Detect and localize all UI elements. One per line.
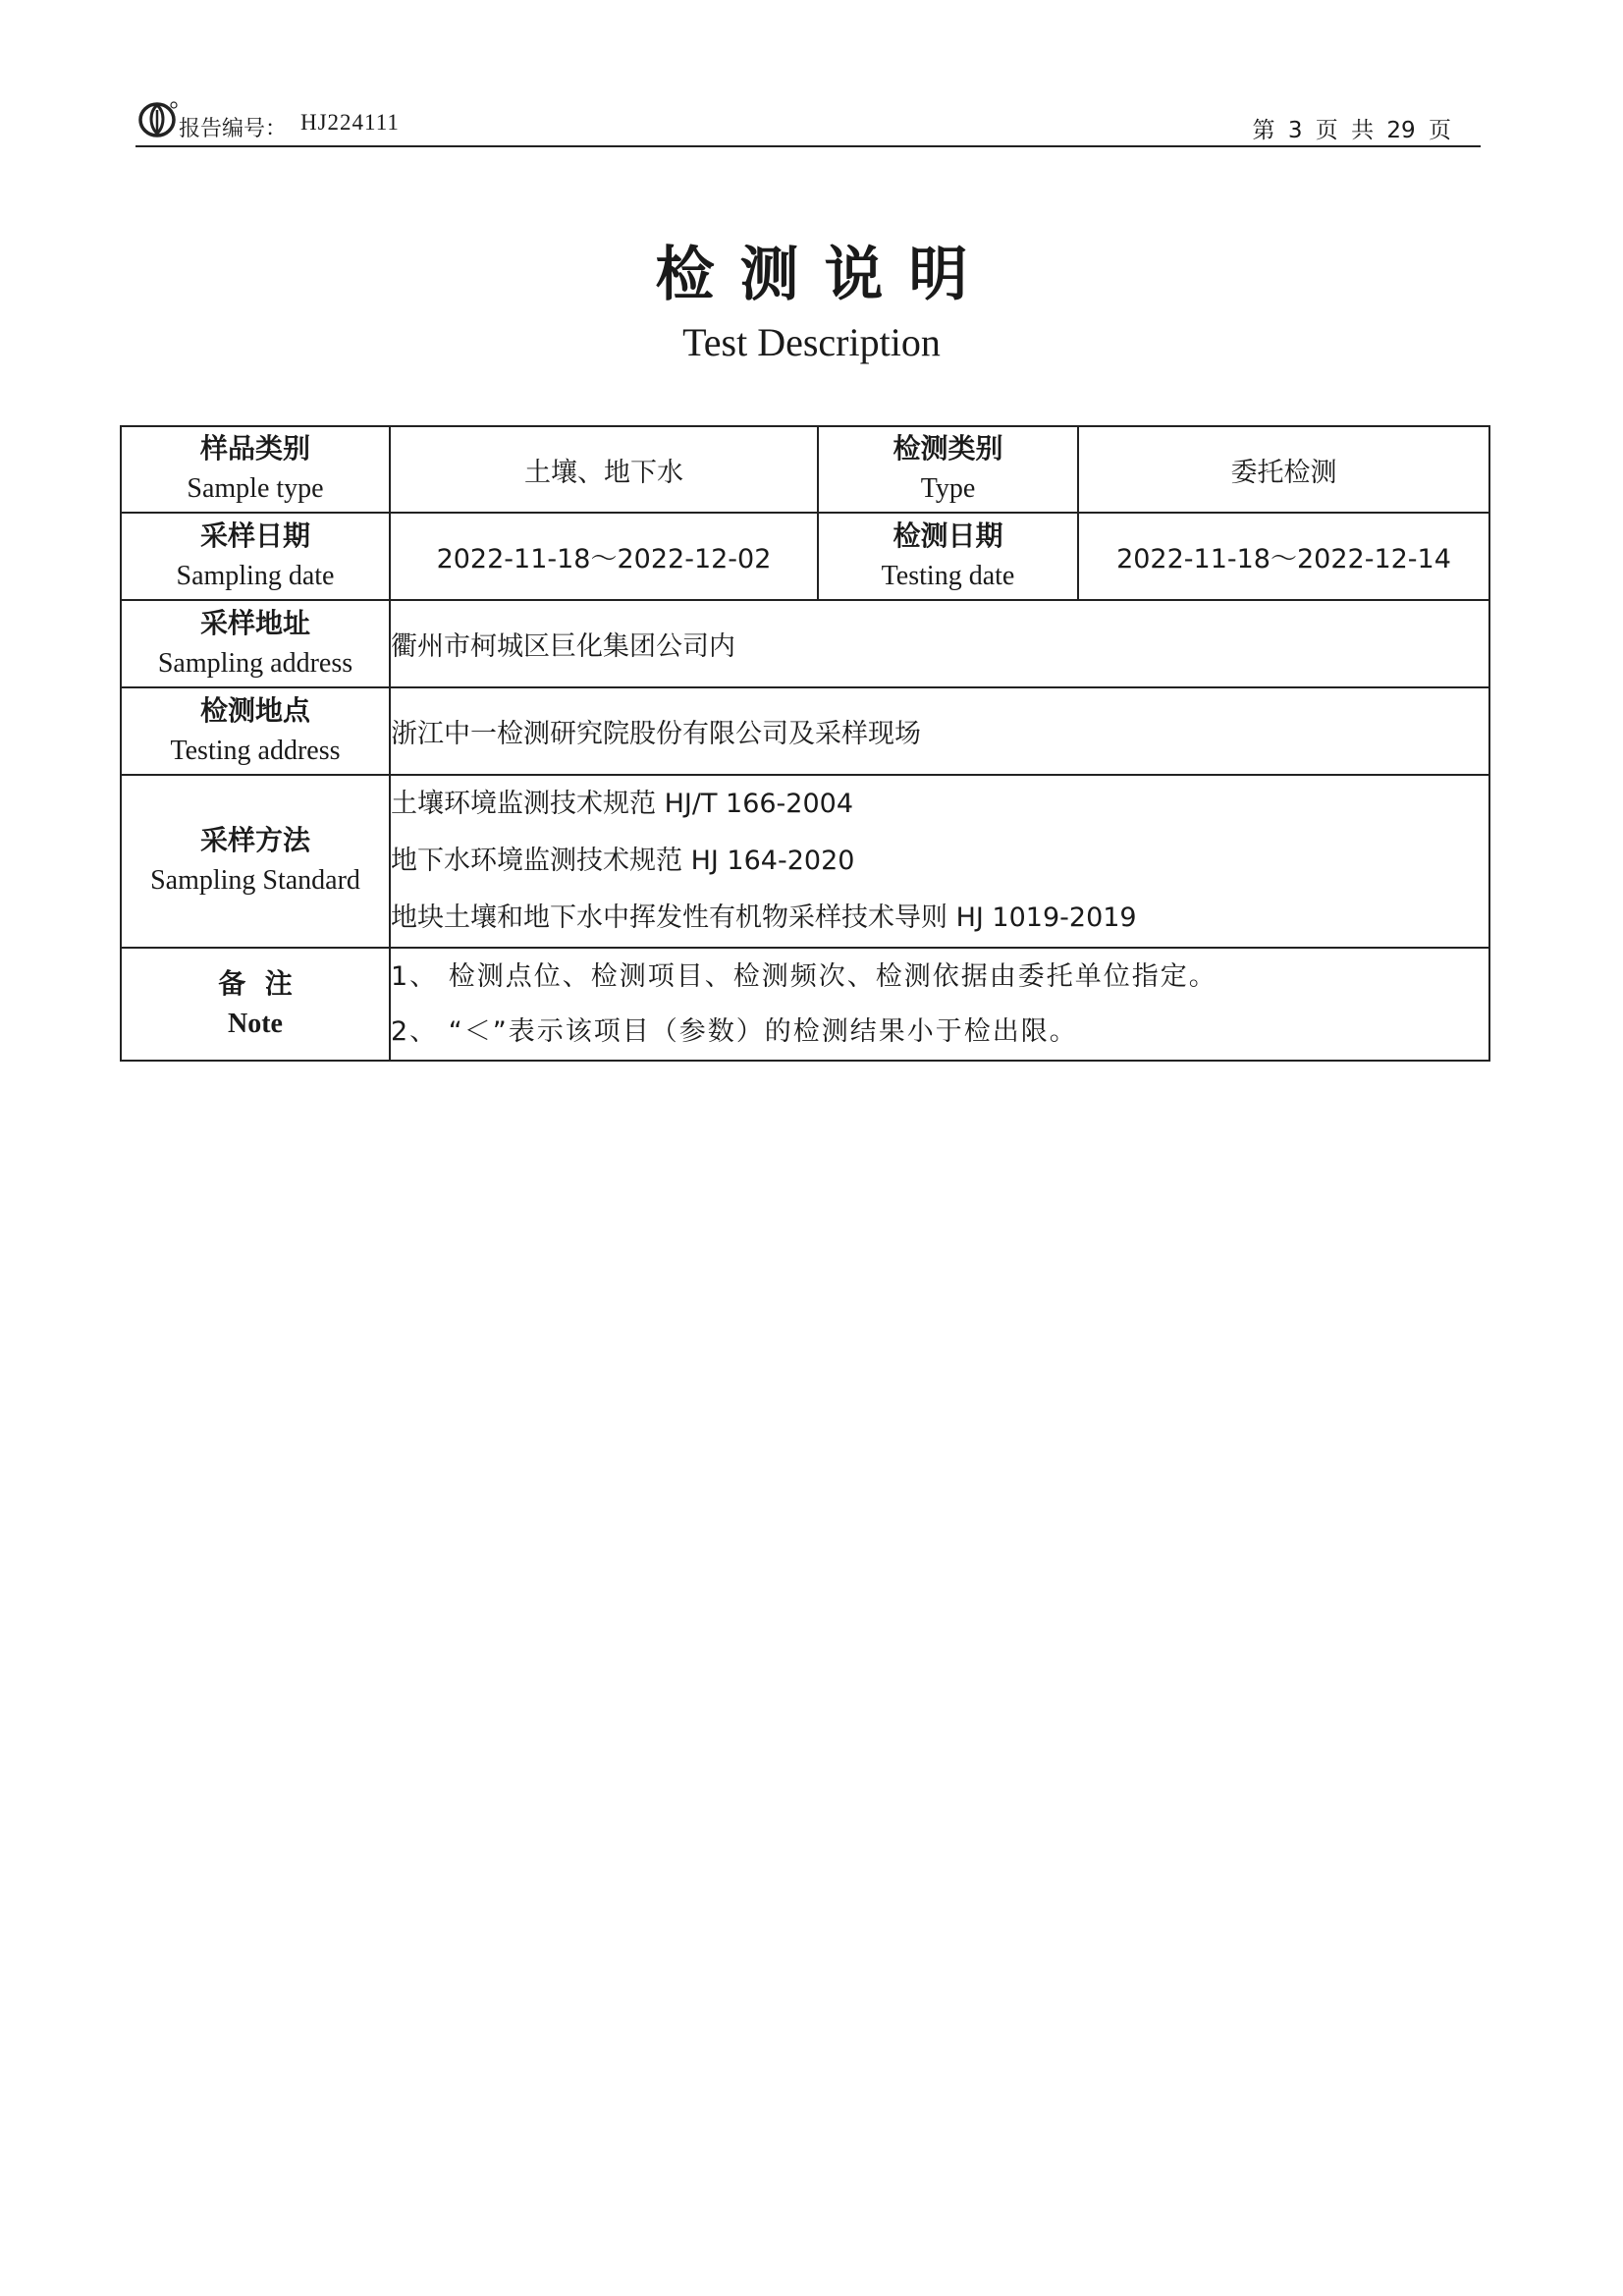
page-indicator: 第 3 页 共 29 页 [1252,118,1451,143]
sampling-standard-value [390,775,1489,948]
test-type-label: 检测类别 Type [818,426,1078,513]
table-row [121,948,1489,1061]
page-subtitle: Test Description [682,320,941,364]
table-row [121,775,1489,948]
note-value [390,948,1489,1061]
standard-line: 土壤环境监测技术规范 HJ/T 166-2004 [391,789,854,819]
sampling-address-label: 采样地址 Sampling address [121,600,390,687]
sampling-date-label: 采样日期 Sampling date [121,513,390,600]
note-line: 1、 检测点位、检测项目、检测频次、检测依据由委托单位指定。 [391,960,1217,992]
report-number: HJ224111 [300,110,400,135]
testing-date-label: 检测日期 Testing date [818,513,1078,600]
sampling-address-value: 衢州市柯城区巨化集团公司内 [390,600,1489,687]
page-header [135,96,1481,147]
table-row [121,513,1489,600]
sample-type-value: 土壤、地下水 [390,426,818,513]
testing-address-label: 检测地点 Testing address [121,687,390,775]
sample-type-label: 样品类别 Sample type [121,426,390,513]
page-title: 检测说明 [655,241,994,309]
note-label: 备 注 Note [121,948,390,1061]
sampling-date-value: 2022-11-18～2022-12-02 [390,513,818,600]
testing-date-value: 2022-11-18～2022-12-14 [1078,513,1489,600]
note-line: 2、 “＜”表示该项目（参数）的检测结果小于检出限。 [391,1015,1078,1047]
report-number-label: 报告编号： [179,117,288,141]
testing-address-value: 浙江中一检测研究院股份有限公司及采样现场 [390,687,1489,775]
table-row [121,600,1489,687]
test-type-value: 委托检测 [1078,426,1489,513]
standard-line: 地下水环境监测技术规范 HJ 164-2020 [391,846,855,876]
standard-line: 地块土壤和地下水中挥发性有机物采样技术导则 HJ 1019-2019 [391,902,1137,933]
test-description-table [120,425,1490,1062]
table-row [121,426,1489,513]
sampling-standard-label: 采样方法 Sampling Standard [121,775,390,948]
company-logo-icon [137,98,179,139]
table-row [121,687,1489,775]
